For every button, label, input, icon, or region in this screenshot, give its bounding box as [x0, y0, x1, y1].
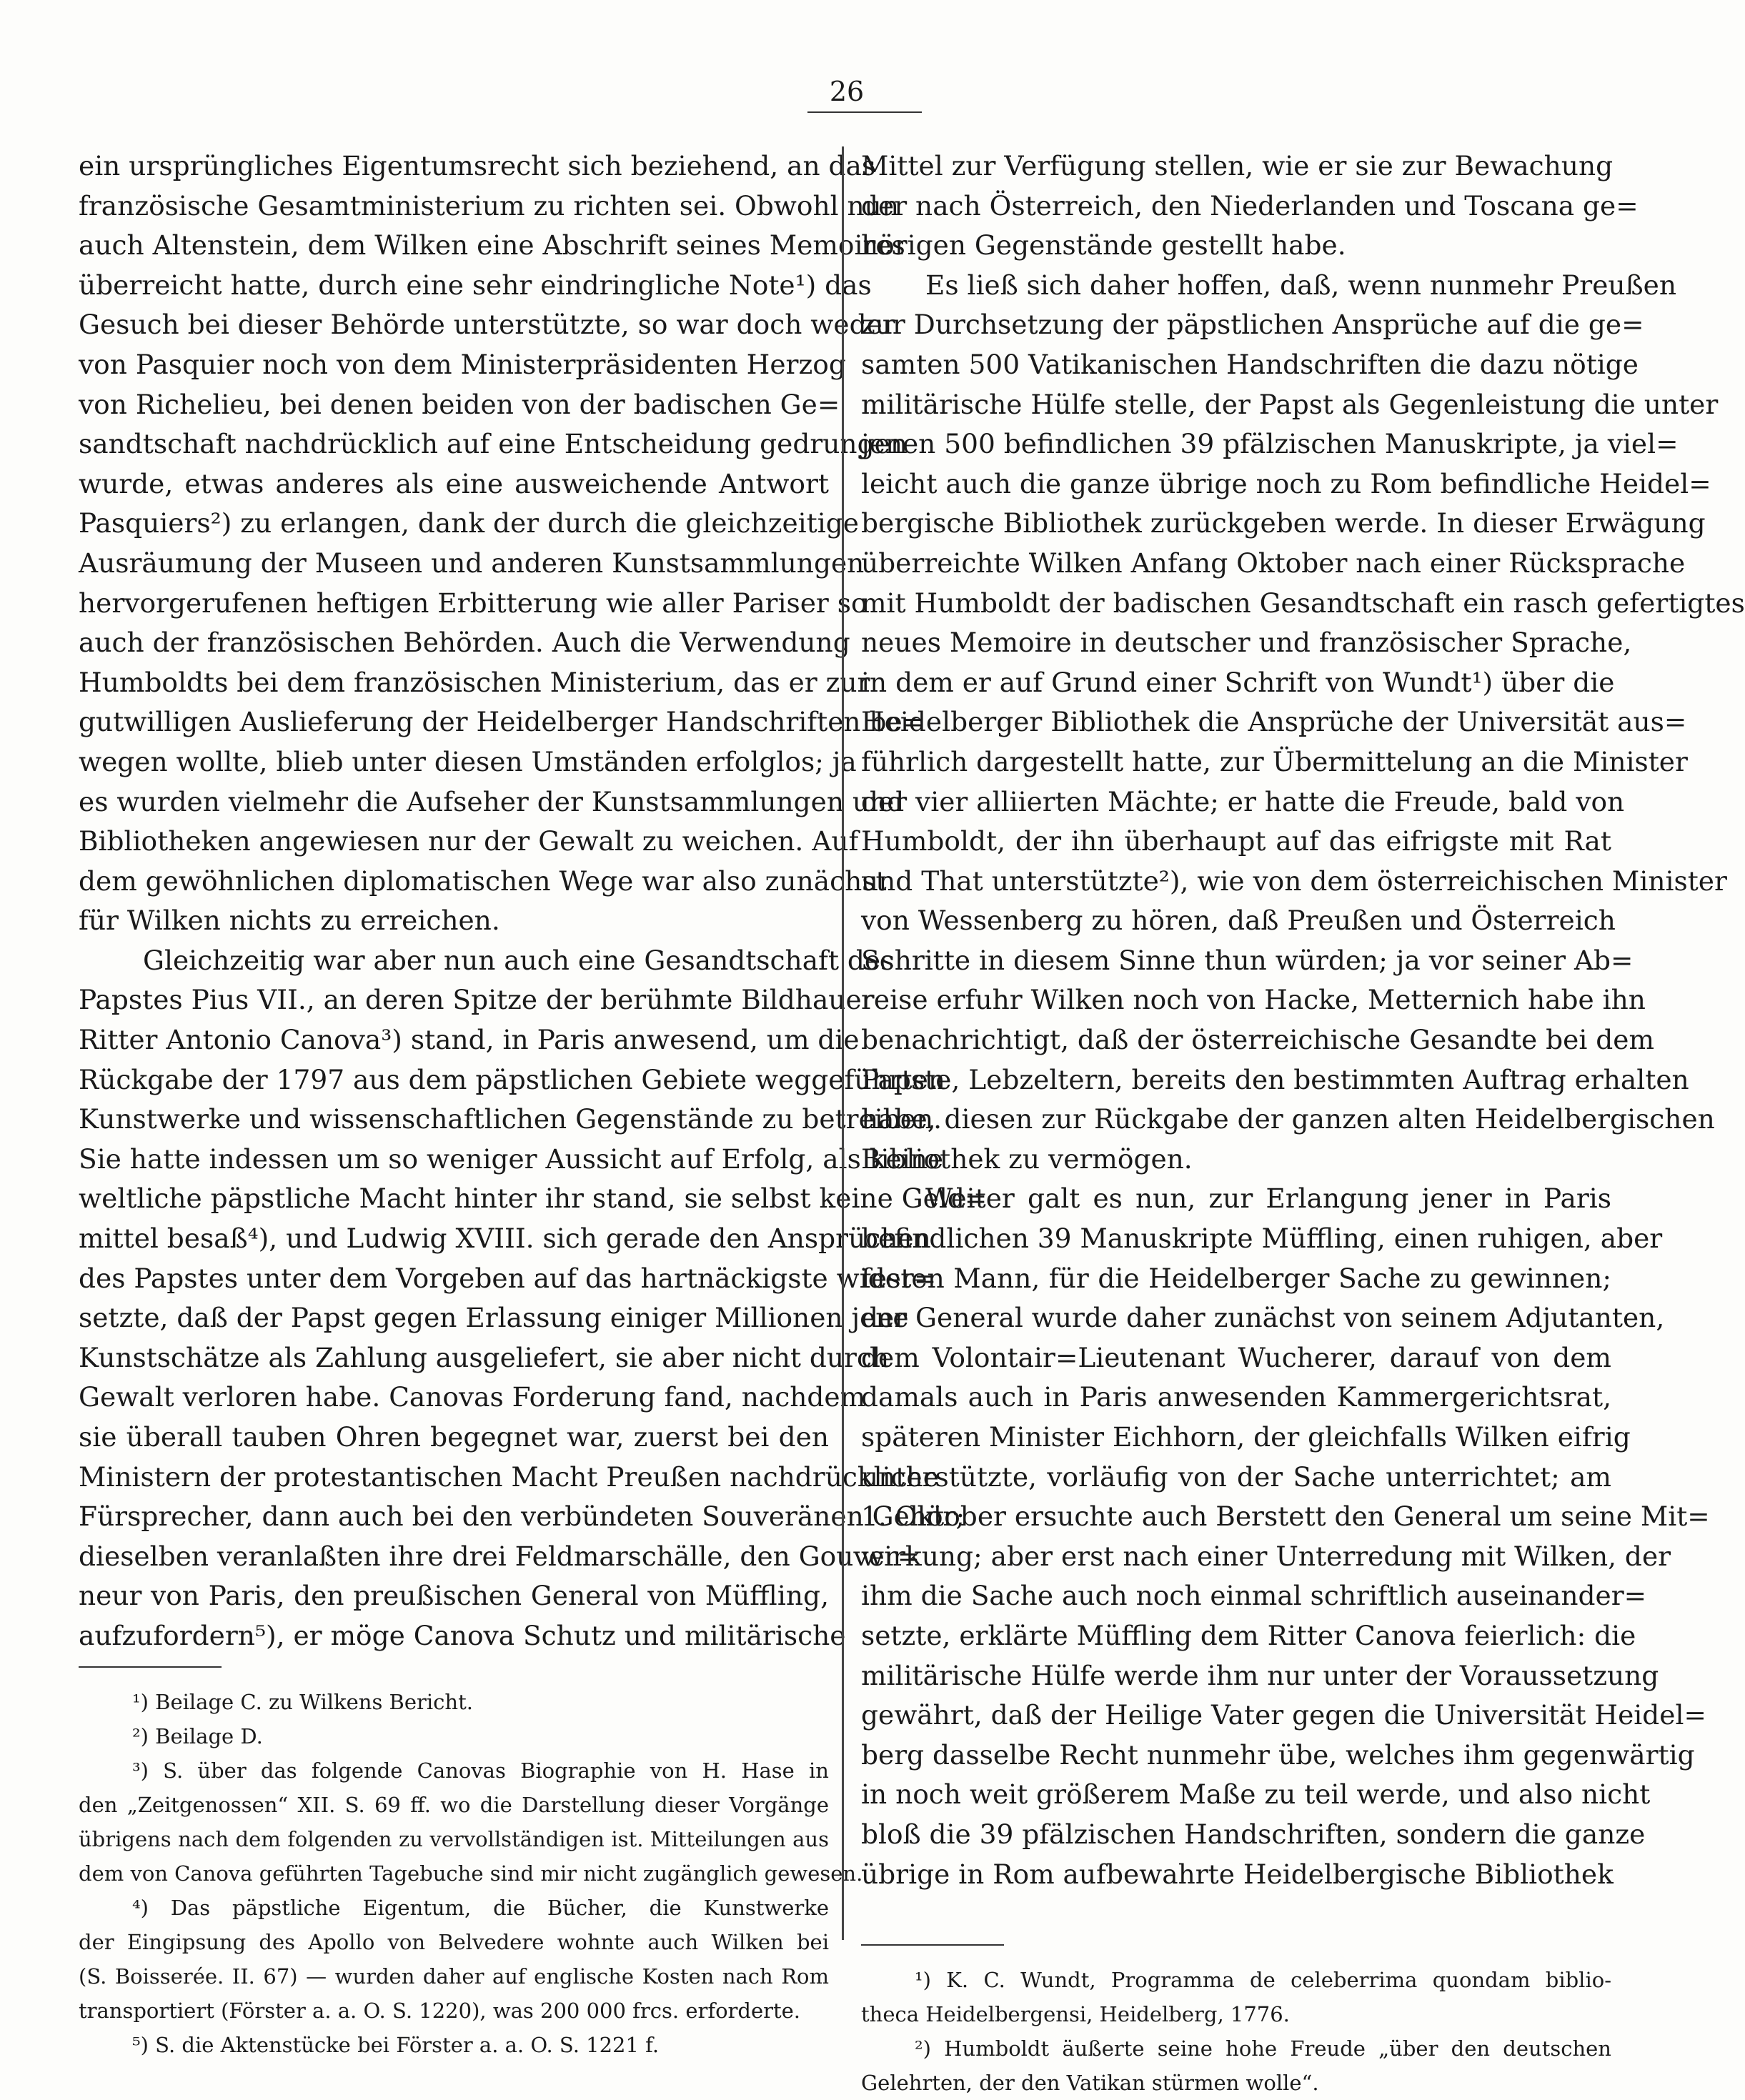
body-line: dem gewöhnlichen diplomatischen Wege war also zunächst [79, 865, 887, 897]
body-line: auch der französischen Behörden. Auch die Verwendung [79, 627, 850, 659]
body-line: festen Mann, für die Heidelberger Sache zu gewinnen; [861, 1262, 1611, 1294]
footnote-line: theca Heidelbergensi, Heidelberg, 1776. [861, 2001, 1290, 2026]
body-line: hervorgerufenen heftigen Erbitterung wie aller Pariser so [79, 587, 867, 619]
footnote-line: Gelehrten, der den Vatikan stürmen wolle“. [861, 2070, 1319, 2095]
body-line: wirkung; aber erst nach einer Unterredung mit Wilken, der [861, 1540, 1671, 1572]
body-line: des Papstes unter dem Vorgeben auf das hartnäckigste wider= [79, 1262, 937, 1294]
body-line [861, 1894, 1611, 1934]
body-line: setzte, daß der Papst gegen Erlassung einiger Millionen jene [79, 1302, 909, 1334]
body-line: es wurden vielmehr die Aufseher der Kunstsammlungen und [79, 785, 905, 817]
body-line: der vier alliierten Mächte; er hatte die Freude, bald von [861, 785, 1625, 817]
footnote-line: übrigens nach dem folgenden zu vervollständigen ist. Mitteilungen aus [79, 1826, 829, 1851]
body-line: setzte, erklärte Müffling dem Ritter Canova feierlich: die [861, 1619, 1636, 1651]
body-line: von Richelieu, bei denen beiden von der badischen Ge= [79, 388, 840, 420]
body-line: bergische Bibliothek zurückgeben werde. In dieser Erwägung [861, 507, 1706, 539]
body-line: neues Memoire in deutscher und französischer Sprache, [861, 627, 1632, 659]
body-line: in dem er auf Grund einer Schrift von Wundt¹) über die [861, 666, 1615, 698]
body-line: gewährt, daß der Heilige Vater gegen die Universität Heidel= [861, 1699, 1706, 1731]
body-line: Gesuch bei dieser Behörde unterstützte, so war doch weder [79, 309, 895, 341]
body-line: Ministern der protestantischen Macht Preußen nachdrückliche [79, 1460, 939, 1493]
footnote-line: der Eingipsung des Apollo von Belvedere wohnte auch Wilken bei [79, 1929, 829, 1954]
body-line: militärische Hülfe stelle, der Papst als Gegenleistung die unter [861, 388, 1719, 420]
page-number-rule [807, 111, 922, 113]
body-line: sie überall tauben Ohren begegnet war, zuerst bei den [79, 1421, 829, 1453]
body-line: Fürsprecher, dann auch bei den verbündeten Souveränen Gehör; [79, 1501, 965, 1533]
body-line: Weiter galt es nun, zur Erlangung jener in Paris [925, 1183, 1611, 1215]
footnote-line: transportiert (Förster a. a. O. S. 1220), was 200 000 frcs. erforderte. [79, 1998, 801, 2023]
body-line: mit Humboldt der badischen Gesandtschaft ein rasch gefertigtes [861, 587, 1745, 619]
body-line: ihm die Sache auch noch einmal schriftlich auseinander= [861, 1580, 1647, 1612]
body-line: mittel besaß⁴), und Ludwig XVIII. sich gerade den Ansprüchen [79, 1223, 931, 1255]
body-line: Gleichzeitig war aber nun auch eine Gesandtschaft des [143, 944, 895, 976]
body-line: damals auch in Paris anwesenden Kammergerichtsrat, [861, 1381, 1611, 1413]
body-line: Schritte in diesem Sinne thun würden; ja vor seiner Ab= [861, 944, 1634, 976]
body-line: ein ursprüngliches Eigentumsrecht sich beziehend, an das [79, 150, 876, 181]
body-line: Humboldt, der ihn überhaupt auf das eifrigste mit Rat [861, 825, 1611, 857]
body-line: neur von Paris, den preußischen General von Müffling, [79, 1580, 829, 1612]
body-line: französische Gesamtministerium zu richten sei. Obwohl nun [79, 189, 899, 222]
body-line: befindlichen 39 Manuskripte Müffling, einen ruhigen, aber [861, 1223, 1663, 1255]
body-line: unterstützte, vorläufig von der Sache unterrichtet; am [861, 1460, 1611, 1493]
body-line: Papstes Pius VII., an deren Spitze der berühmte Bildhauer [79, 984, 875, 1016]
body-line: überreichte Wilken Anfang Oktober nach einer Rücksprache [861, 547, 1686, 579]
body-line: und That unterstützte²), wie von dem österreichischen Minister [861, 865, 1727, 897]
body-line: Pasquiers²) zu erlangen, dank der durch die gleichzeitige [79, 507, 859, 539]
body-line: sandtschaft nachdrücklich auf eine Entscheidung gedrungen [79, 428, 908, 460]
footnote-line: ¹) Beilage C. zu Wilkens Bericht. [132, 1689, 473, 1714]
footnote-line: ⁵) S. die Aktenstücke bei Förster a. a. O. S. 1221 f. [132, 2032, 660, 2057]
body-line: wurde, etwas anderes als eine ausweichende Antwort [79, 467, 829, 499]
body-line: für Wilken nichts zu erreichen. [79, 905, 500, 937]
body-line: samten 500 Vatikanischen Handschriften die dazu nötige [861, 348, 1639, 380]
body-line: aufzufordern⁵), er möge Canova Schutz und militärische [79, 1619, 846, 1651]
body-line: Es ließ sich daher hoffen, daß, wenn nunmehr Preußen [925, 269, 1676, 301]
body-line: von Wessenberg zu hören, daß Preußen und Österreich [861, 905, 1616, 937]
footnote-line: dem von Canova geführten Tagebuche sind mir nicht zugänglich gewesen. [79, 1861, 863, 1886]
footnote-line: ²) Beilage D. [132, 1723, 263, 1748]
body-line: gutwilligen Auslieferung der Heidelberger Handschriften be= [79, 706, 925, 738]
body-line: führlich dargestellt hatte, zur Übermittelung an die Minister [861, 745, 1688, 777]
page-number: 26 [829, 76, 865, 107]
footnote-line: (S. Boisserée. II. 67) — wurden daher auf englische Kosten nach Rom [79, 1964, 829, 1989]
body-line: Heidelberger Bibliothek die Ansprüche der Universität aus= [861, 706, 1687, 738]
body-line: überreicht hatte, durch eine sehr eindringliche Note¹) das [79, 269, 872, 301]
body-line: Sie hatte indessen um so weniger Aussicht auf Erfolg, als keine [79, 1143, 944, 1175]
footnote-line: ⁴) Das päpstliche Eigentum, die Bücher, die Kunstwerke [132, 1895, 829, 1920]
body-line: Kunstwerke und wissenschaftlichen Gegenstände zu betreiben. [79, 1103, 943, 1135]
body-line: der General wurde daher zunächst von seinem Adjutanten, [861, 1302, 1665, 1334]
body-line: Ausräumung der Museen und anderen Kunstsammlungen [79, 547, 865, 579]
body-line: dem Volontair=Lieutenant Wucherer, darauf von dem [861, 1341, 1611, 1373]
body-line: Mittel zur Verfügung stellen, wie er sie zur Bewachung [861, 150, 1614, 181]
footnote-line: ¹) K. C. Wundt, Programma de celeberrima quondam biblio- [915, 1967, 1611, 1992]
body-line: späteren Minister Eichhorn, der gleichfalls Wilken eifrig [861, 1421, 1631, 1453]
body-line: berg dasselbe Recht nunmehr übe, welches ihm gegenwärtig [861, 1738, 1695, 1771]
footnote-line: den „Zeitgenossen“ XII. S. 69 ff. wo die Darstellung dieser Vorgänge [79, 1792, 829, 1817]
body-line: militärische Hülfe werde ihm nur unter der Voraussetzung [861, 1659, 1659, 1691]
body-line: benachrichtigt, daß der österreichische Gesandte bei dem [861, 1024, 1655, 1056]
body-line: leicht auch die ganze übrige noch zu Rom befindliche Heidel= [861, 467, 1711, 499]
footnote-rule [861, 1944, 1004, 1946]
body-line: Gewalt verloren habe. Canovas Forderung fand, nachdem [79, 1381, 866, 1413]
left-column [79, 146, 988, 2062]
body-line: der nach Österreich, den Niederlanden und Toscana ge= [861, 189, 1639, 222]
body-line: Kunstschätze als Zahlung ausgeliefert, sie aber nicht durch [79, 1341, 890, 1373]
body-line: Ritter Antonio Canova³) stand, in Paris anwesend, um die [79, 1024, 860, 1056]
body-line: Rückgabe der 1797 aus dem päpstlichen Gebiete weggeführten [79, 1063, 945, 1095]
body-line: bloß die 39 pfälzischen Handschriften, sondern die ganze [861, 1818, 1646, 1850]
body-line: von Pasquier noch von dem Ministerpräsidenten Herzog [79, 348, 846, 380]
body-line: Bibliotheken angewiesen nur der Gewalt zu weichen. Auf [79, 825, 859, 857]
right-column [861, 146, 1745, 2100]
body-line: reise erfuhr Wilken noch von Hacke, Metternich habe ihn [861, 984, 1646, 1016]
body-line: Humboldts bei dem französischen Ministerium, das er zur [79, 666, 870, 698]
footnote-line: ²) Humboldt äußerte seine hohe Freude „über den deutschen [915, 2036, 1611, 2061]
column-divider [842, 146, 844, 1940]
body-line: jenen 500 befindlichen 39 pfälzischen Manuskripte, ja viel= [861, 428, 1679, 460]
body-line: hörigen Gegenstände gestellt habe. [861, 229, 1346, 262]
footnote-line: ³) S. über das folgende Canovas Biographie von H. Hase in [132, 1758, 829, 1783]
body-line: 1. Oktober ersuchte auch Berstett den General um seine Mit= [861, 1501, 1710, 1533]
body-line: zur Durchsetzung der päpstlichen Ansprüche auf die ge= [861, 309, 1644, 341]
body-line: habe, diesen zur Rückgabe der ganzen alten Heidelbergischen [861, 1103, 1715, 1135]
body-line: weltliche päpstliche Macht hinter ihr stand, sie selbst keine Geld= [79, 1183, 988, 1215]
body-line: Bibliothek zu vermögen. [861, 1143, 1193, 1175]
footnote-rule [79, 1666, 222, 1668]
body-line: Papste, Lebzeltern, bereits den bestimmten Auftrag erhalten [861, 1063, 1689, 1095]
body-line: wegen wollte, blieb unter diesen Umständen erfolglos; ja [79, 745, 857, 777]
body-line: auch Altenstein, dem Wilken eine Abschrift seines Memoires [79, 229, 905, 262]
body-line: in noch weit größerem Maße zu teil werde, und also nicht [861, 1778, 1651, 1811]
body-line: dieselben veranlaßten ihre drei Feldmarschälle, den Gouver= [79, 1540, 920, 1572]
body-line: übrige in Rom aufbewahrte Heidelbergische Bibliothek [861, 1858, 1614, 1890]
